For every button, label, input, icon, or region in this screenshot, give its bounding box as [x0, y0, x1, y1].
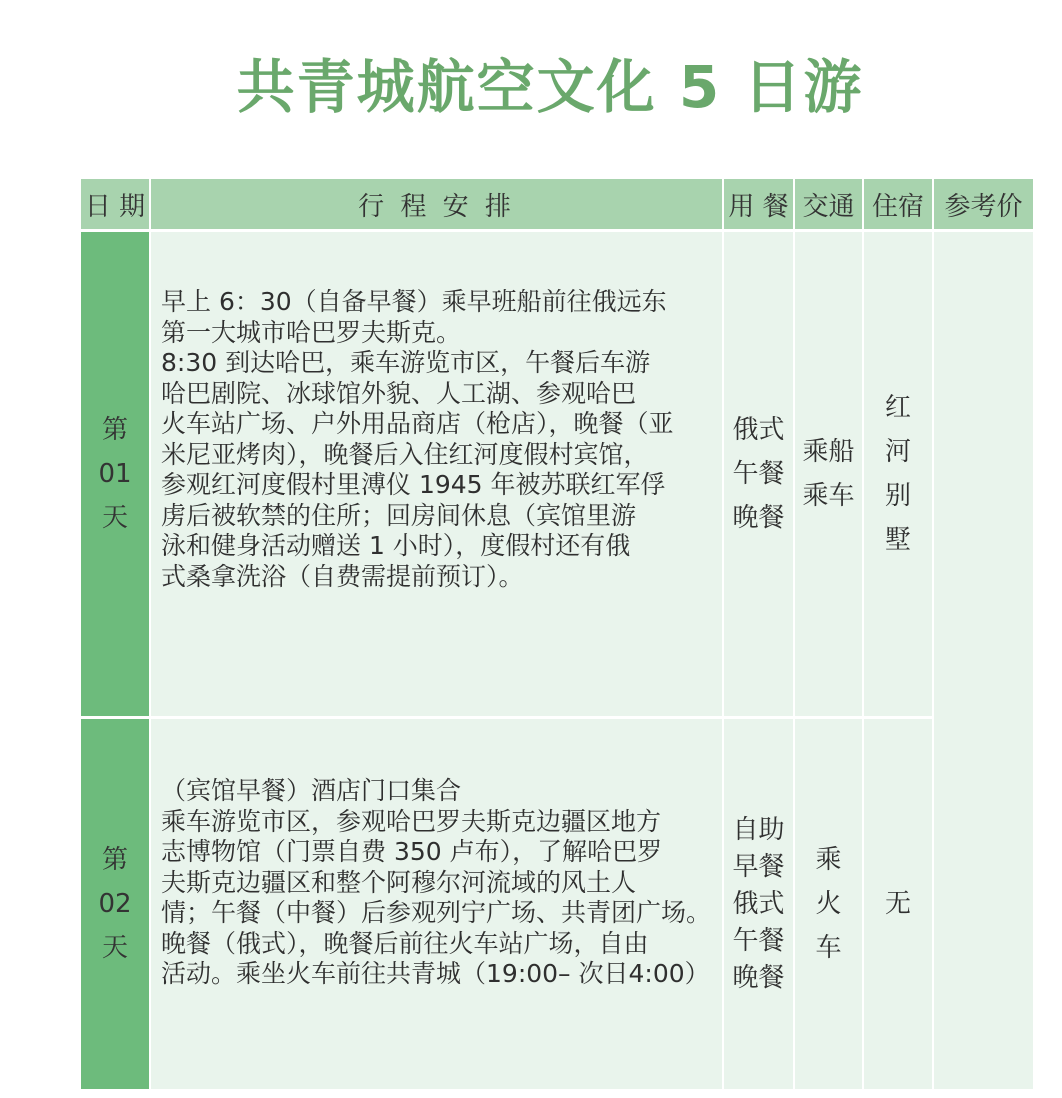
- header-meals: 用 餐: [724, 179, 793, 229]
- meal-line: 晚餐: [732, 503, 785, 533]
- itinerary-line: 式桑拿洗浴（自费需提前预订）。: [161, 561, 524, 591]
- itinerary-line: 晚餐（俄式），晚餐后前往火车站广场，自由: [161, 928, 649, 958]
- transport-line: 乘: [815, 845, 842, 875]
- meal-line: 俄式: [732, 415, 785, 445]
- header-transport: 交通: [795, 179, 862, 229]
- itinerary-line: 火车站广场、户外用品商店（枪店），晚餐（亚: [161, 409, 674, 438]
- meal-line: 俄式: [732, 888, 785, 919]
- itinerary-line: （宾馆早餐）酒店门口集合: [161, 776, 462, 805]
- lodging-cell: [864, 232, 932, 716]
- day-cell: [81, 719, 149, 1089]
- itinerary-cell: [151, 719, 722, 1089]
- day-line: 天: [101, 933, 128, 963]
- itinerary-line: 早上 6：30（自备早餐）乘早班船前往俄远东: [161, 287, 667, 316]
- transport-line: 乘船: [802, 437, 855, 467]
- itinerary-line: 哈巴剧院、冰球馆外貌、人工湖、参观哈巴: [161, 378, 637, 408]
- header-itinerary: 行 程 安 排: [151, 179, 722, 229]
- lodging-line: 墅: [884, 525, 911, 555]
- transport-line: 火: [815, 889, 842, 919]
- itinerary-line: 米尼亚烤肉），晚餐后入住红河度假村宾馆，: [161, 439, 649, 469]
- itinerary-line: 第一大城市哈巴罗夫斯克。: [161, 317, 462, 347]
- header-date: 日 期: [81, 179, 149, 229]
- day-line: 第: [101, 845, 128, 875]
- header-price: 参考价: [934, 179, 1033, 229]
- itinerary-table: [81, 179, 1033, 1089]
- itinerary-line: 夫斯克边疆区和整个阿穆尔河流域的风土人: [161, 867, 637, 897]
- lodging-line: 红: [884, 393, 911, 423]
- lodging-cell: [864, 719, 932, 1089]
- transport-cell: [795, 232, 862, 716]
- itinerary-line: 泳和健身活动赠送 1 小时），度假村还有俄: [161, 531, 631, 560]
- day-line: 第: [101, 415, 128, 445]
- itinerary-line: 8:30 到达哈巴，乘车游览市区，午餐后车游: [161, 348, 651, 377]
- transport-cell: [795, 719, 862, 1089]
- lodging-line: 别: [884, 481, 911, 511]
- meals-cell: [724, 719, 793, 1089]
- meals-cell: [724, 232, 793, 716]
- transport-line: 乘车: [802, 481, 855, 511]
- meal-line: 午餐: [732, 459, 785, 489]
- meal-line: 晚餐: [732, 962, 785, 993]
- meal-line: 午餐: [732, 925, 785, 956]
- lodging-line: 河: [884, 437, 911, 467]
- itinerary-line: 乘车游览市区，参观哈巴罗夫斯克边疆区地方: [161, 806, 662, 836]
- day-line: 天: [101, 503, 128, 533]
- day-line: 02: [98, 889, 132, 919]
- itinerary-line: 志博物馆（门票自费 350 卢布），了解哈巴罗: [161, 837, 663, 866]
- price-cell: [934, 232, 1033, 1089]
- header-lodging: 住宿: [864, 179, 932, 229]
- itinerary-cell: [151, 232, 722, 716]
- meal-line: 早餐: [732, 851, 785, 882]
- itinerary-line: 参观红河度假村里溥仪 1945 年被苏联红军俘: [161, 470, 666, 499]
- page-title: 共青城航空文化 5 日游: [236, 53, 864, 121]
- day-line: 01: [98, 459, 132, 489]
- lodging-line: 无: [884, 889, 911, 919]
- itinerary-line: 虏后被软禁的住所；回房间休息（宾馆里游: [161, 500, 637, 530]
- day-cell: [81, 232, 149, 716]
- meal-line: 自助: [732, 814, 785, 845]
- itinerary-line: 活动。乘坐火车前往共青城（19:00– 次日4:00）: [161, 959, 710, 988]
- itinerary-line: 情；午餐（中餐）后参观列宁广场、共青团广场。: [161, 898, 712, 927]
- transport-line: 车: [815, 933, 842, 963]
